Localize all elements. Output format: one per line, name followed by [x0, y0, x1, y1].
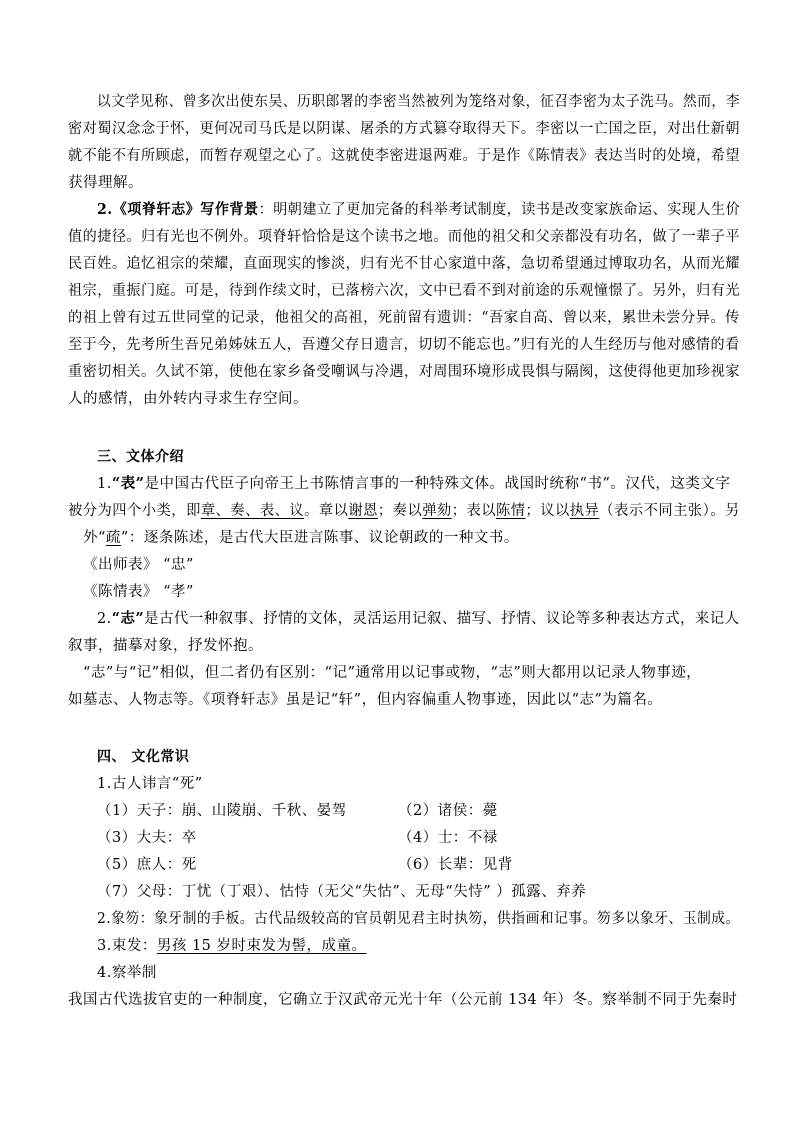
xjxz-line-5: 的祖上曾有过五世同堂的记录，他祖父的高祖，死前留有遗训：“吾家自高、曾以来，累世未尝分异。传 [68, 310, 740, 326]
death-row-1 [97, 801, 347, 821]
biao-line-3: 外“疏”：逐条陈述，是古代大臣进言陈事、议论朝政的一种文书。 [83, 530, 519, 546]
chajuzhi-title: 4.察举制 [97, 965, 157, 981]
intro-line-2: 密对蜀汉念念于怀，更何况司马氏是以阴谋、屠杀的方式篡夺取得天下。李密以一亡国之臣，对出仕新朝 [68, 121, 740, 137]
xjxz-label: 2.《项脊轩志》写作背景 [97, 201, 259, 218]
xjxz-line-7: 重密切相关。久试不第，使他在家乡备受嘲讽与冷遇，对周围环境形成畏惧与隔阂，这使得他更加珍视家 [68, 364, 740, 380]
death-item-5: （5）庶人：死 [97, 857, 197, 873]
section-3-heading: 三、文体介绍 [97, 449, 184, 465]
death-item-3: （3）大夫：卒 [97, 830, 197, 846]
xjxz-line-8: 人的感情，由外转内寻求生存空间。 [68, 391, 308, 407]
shufa-item: 3.束发：男孩 15 岁时束发为髻，成童。 [97, 938, 367, 954]
zhi-line-1: 2.“志”是古代一种叙事、抒情的文体，灵活运用记叙、描写、抒情、议论等多种表达方式，来记人 [97, 610, 740, 627]
death-item-6: （6）长辈：见背 [398, 857, 513, 873]
zhi-line-3: “志”与“记”相似，但二者仍有区别：“记”通常用以记事或物，“志”则大都用以记录人物事迹， [83, 665, 702, 681]
biao-line-2: 被分为四个小类，即章、奏、表、议。章以谢恩；奏以弹劾；表以陈情；议以执异（表示不同主张）。另 [68, 503, 740, 519]
death-taboo-title: 1.古人讳言“死” [97, 776, 203, 792]
death-item-2: （2）诸侯：薨 [398, 803, 498, 819]
intro-line-4: 获得理解。 [68, 175, 143, 191]
intro-line-1: 以文学见称、曾多次出使东吴、历职郎署的李密当然被列为笼络对象，征召李密为太子洗马。然而，李 [97, 94, 741, 110]
biao-example-2: 《陈情表》 “孝” [83, 584, 194, 600]
intro-line-3: 就不能不有所顾虑，而暂存观望之心了。这就使李密进退两难。于是作《陈情表》表达当时的处境，希望 [68, 148, 740, 164]
xianghu-item: 2.象笏：象牙制的手板。古代品级较高的官员朝见君主时执笏，供指画和记事。笏多以象牙、玉制成。 [97, 911, 740, 927]
biao-term: “表” [111, 475, 145, 492]
xjxz-line-2: 值的捷径。归有光也不例外。项脊轩恰恰是这个读书之地。而他的祖父和父亲都没有功名，做了一辈子平 [68, 229, 740, 245]
death-item-1: （1）天子：崩、山陵崩、千秋、晏驾 [97, 803, 347, 819]
death-item-4: （4）士：不禄 [398, 830, 498, 846]
zhi-line-4: 如墓志、人物志等。《项脊轩志》虽是记“轩”，但内容偏重人物事迹，因此以“志”为篇名。 [68, 692, 663, 708]
death-item-7: （7）父母：丁忧（丁艰）、怙恃（无父“失怙”、无母“失恃” ）孤露、弃养 [97, 884, 587, 900]
zhi-term: “志” [111, 610, 145, 627]
xjxz-line-3: 民百姓。追忆祖宗的荣耀，直面现实的惨淡，归有光不甘心家道中落，急切希望通过博取功名，从而光耀 [68, 256, 740, 272]
chajuzhi-line-1: 我国古代选拔官吏的一种制度，它确立于汉武帝元光十年（公元前 134 年）冬。察举制不同于先秦时 [68, 992, 738, 1008]
biao-example-1: 《出师表》 “忠” [83, 557, 194, 573]
zhi-line-2: 叙事，描摹对象，抒发怀抱。 [68, 638, 263, 654]
biao-line-1: 1.“表”是中国古代臣子向帝王上书陈情言事的一种特殊文体。战国时统称“书”。汉代，这类文字 [97, 475, 731, 492]
section-4-heading: 四、 文化常识 [97, 749, 190, 765]
xjxz-line-6: 至于今，先考所生吾兄弟姊妹五人，吾遵父存日遗言，切切不能忘也。”归有光的人生经历与他对感情的看 [68, 337, 740, 353]
xjxz-line-1: 2.《项脊轩志》写作背景：明朝建立了更加完备的科举考试制度，读书是改变家族命运、实现人生价 [97, 201, 741, 218]
xjxz-line-4: 祖宗，重振门庭。可是，待到作续文时，已落榜六次，文中已看不到对前途的乐观憧憬了。另外，归有光 [68, 283, 740, 299]
